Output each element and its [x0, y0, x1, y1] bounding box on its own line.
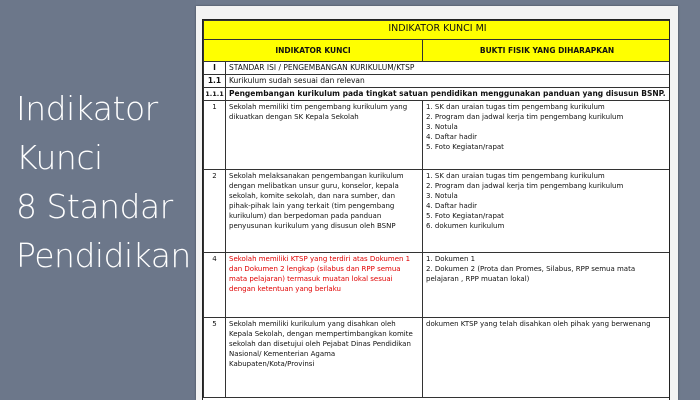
- row-indikator: Sekolah memiliki tim pengembang kurikulum yang dikuatkan dengan SK Kepala Sekolah: [226, 101, 423, 170]
- left-panel: [0, 0, 196, 400]
- row-indikator: Sekolah memiliki KTSP yang terdiri atas Dokumen 1 dan Dokumen 2 lengkap (silabus dan RPP semua mata pelajaran) termasuk muatan lokal sesuai dengan ketentuan yang berlaku: [226, 253, 423, 318]
- header-indikator: INDIKATOR KUNCI: [204, 40, 423, 62]
- row-number: 2: [204, 170, 226, 253]
- row-indikator: Sekolah melaksanakan pengembangan kurikulum dengan melibatkan unsur guru, konselor, kepala sekolah, komite sekolah, dan nara sumber, dan pihak-pihak lain yang terkait (tim pengembang kurikulum) dan berpedoman pada panduan penyusunan kurikulum yang disusun oleh BSNP: [226, 170, 423, 253]
- subsection-number: 1.1: [204, 75, 226, 88]
- table-title: INDIKATOR KUNCI MI: [204, 21, 671, 40]
- bukti-item: 3. Notula: [426, 123, 458, 131]
- bukti-item: 2. Program dan jadwal kerja tim pengembang kurikulum: [426, 113, 624, 121]
- subsubsection-row: [204, 88, 671, 101]
- bukti-item: 1. SK dan uraian tugas tim pengembang kurikulum: [426, 103, 605, 111]
- bukti-item: 5. Foto Kegiatan/rapat: [426, 143, 504, 151]
- slide-title-line: Pendidikan: [16, 236, 191, 275]
- subsubsection-number: 1.1.1: [204, 88, 226, 101]
- section-label: STANDAR ISI / PENGEMBANGAN KURIKULUM/KTSP: [226, 62, 671, 75]
- subsubsection-label: Pengembangan kurikulum pada tingkat satuan pendidikan menggunakan panduan yang disusun BSNP.: [226, 88, 671, 101]
- table-row: [204, 101, 671, 170]
- table-row: [204, 318, 671, 398]
- row-number: 4: [204, 253, 226, 318]
- bukti-item: 4. Daftar hadir: [426, 133, 478, 141]
- row-bukti: [423, 101, 671, 170]
- table-title-row: [204, 21, 671, 40]
- section-number: I: [204, 62, 226, 75]
- table-row: [204, 170, 671, 253]
- slide-title-line: 8 Standar: [16, 187, 173, 226]
- bukti-item: 5. Foto Kegiatan/rapat: [426, 212, 504, 220]
- bukti-item: 4. Daftar hadir: [426, 202, 478, 210]
- bukti-item: 6. dokumen kurikulum: [426, 222, 505, 230]
- header-bukti: BUKTI FISIK YANG DIHARAPKAN: [423, 40, 671, 62]
- row-bukti: [423, 170, 671, 253]
- subsection-label: Kurikulum sudah sesuai dan relevan: [226, 75, 671, 88]
- row-indikator: Sekolah memiliki kurikulum yang disahkan oleh Kepala Sekolah, dengan mempertimbangkan komite sekolah dan disetujui oleh Pejabat Dinas Pendidikan Nasional/ Kementerian Agama Kabupaten/Kota/Provinsi: [226, 318, 423, 398]
- bukti-item: 3. Notula: [426, 192, 458, 200]
- document-frame: [196, 6, 678, 400]
- subsection-row: [204, 75, 671, 88]
- bukti-item: 2. Program dan jadwal kerja tim pengembang kurikulum: [426, 182, 624, 190]
- table-header-row: [204, 40, 671, 62]
- bukti-item: 1. SK dan uraian tugas tim pengembang kurikulum: [426, 172, 605, 180]
- indikator-table: [203, 20, 670, 398]
- row-bukti: [423, 253, 671, 318]
- document-sheet: [202, 19, 670, 400]
- slide-title-line: Kunci: [16, 138, 103, 177]
- slide-title: [16, 84, 191, 280]
- bukti-item: 2. Dokumen 2 (Prota dan Promes, Silabus, RPP semua mata pelajaran , RPP muatan lokal): [426, 265, 636, 283]
- row-number: 5: [204, 318, 226, 398]
- row-number: 1: [204, 101, 226, 170]
- section-row: [204, 62, 671, 75]
- table-row: [204, 253, 671, 318]
- row-bukti: [423, 318, 671, 398]
- slide-title-line: Indikator: [16, 89, 158, 128]
- bukti-item: 1. Dokumen 1: [426, 255, 476, 263]
- bukti-item: dokumen KTSP yang telah disahkan oleh pihak yang berwenang: [426, 320, 651, 328]
